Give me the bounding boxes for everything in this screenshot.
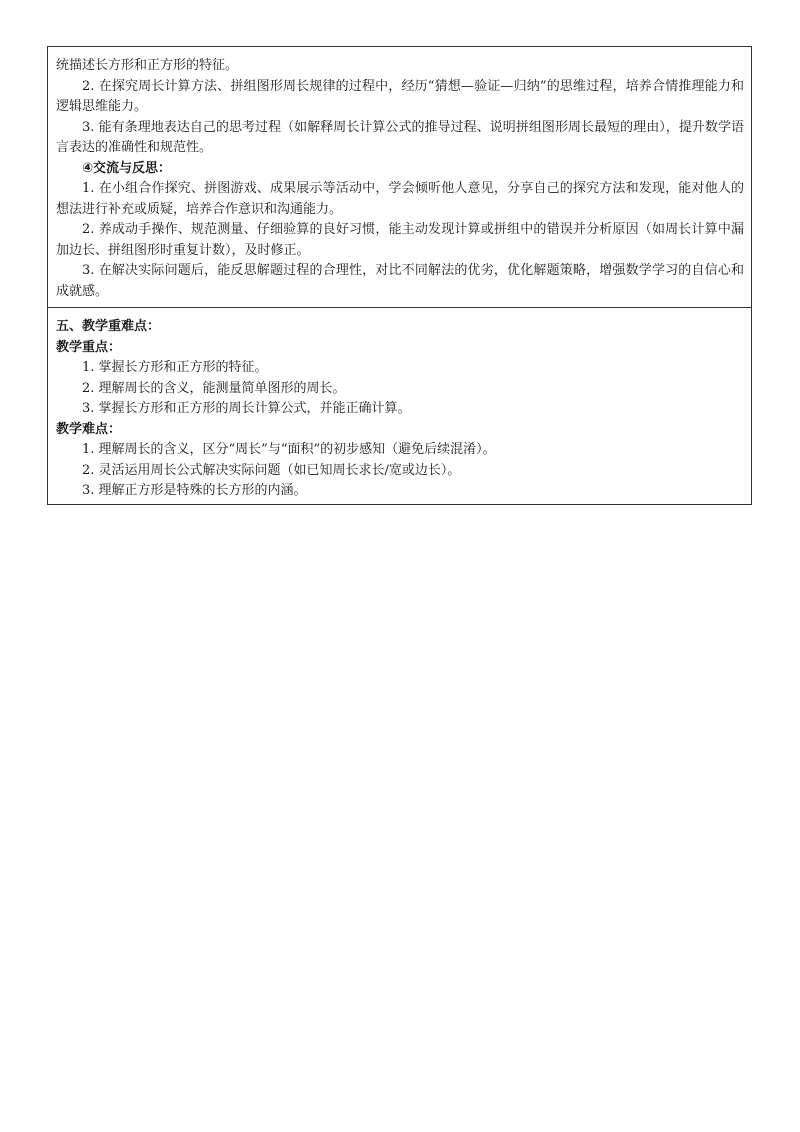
focus-item-1: 1. 掌握长方形和正方形的特征。	[82, 360, 268, 375]
difficulty-item-1: 1. 理解周长的含义，区分“周长”与“面积”的初步感知（避免后续混淆）。	[82, 442, 496, 457]
teaching-focus-heading: 教学重点：	[56, 339, 122, 355]
reflection-item-3: 3. 在解决实际问题后，能反思解题过程的合理性，对比不同解法的优劣，优化解题策略，增强数学学习的自信心和成就感。	[56, 263, 744, 299]
lesson-plan-table	[47, 46, 752, 505]
focus-item-3: 3. 掌握长方形和正方形的周长计算公式，并能正确计算。	[82, 401, 411, 416]
focus-item-2: 2. 理解周长的含义，能测量简单图形的周长。	[82, 380, 346, 396]
teaching-difficulty-heading: 教学难点：	[56, 421, 122, 437]
reflection-heading: ④交流与反思：	[82, 160, 172, 176]
key-points-heading: 五、教学重难点：	[56, 319, 161, 334]
reflection-item-1: 1. 在小组合作探究、拼图游戏、成果展示等活动中，学会倾听他人意见，分享自己的探究方法和发现，能对他人的想法进行补充或质疑，培养合作意识和沟通能力。	[56, 181, 744, 217]
objectives-cell	[48, 47, 751, 307]
difficulty-item-2: 2. 灵活运用周长公式解决实际问题（如已知周长求长/宽或边长）。	[82, 462, 461, 478]
objective-item-3: 3. 能有条理地表达自己的思考过程（如解释周长计算公式的推导过程、说明拼组图形周长最短的理由），提升数学语言表达的准确性和规范性。	[56, 119, 744, 155]
reflection-item-2: 2. 养成动手操作、规范测量、仔细验算的良好习惯，能主动发现计算或拼组中的错误并分析原因（如周长计算中漏加边长、拼组图形时重复计数），及时修正。	[56, 222, 744, 258]
objective-continuation: 统描述长方形和正方形的特征。	[56, 58, 239, 73]
key-points-cell	[48, 307, 751, 504]
objective-item-2: 2. 在探究周长计算方法、拼组图形周长规律的过程中，经历“猜想—验证—归纳”的思维过程，培养合情推理能力和逻辑思维能力。	[56, 78, 744, 114]
difficulty-item-3: 3. 理解正方形是特殊的长方形的内涵。	[82, 483, 307, 498]
